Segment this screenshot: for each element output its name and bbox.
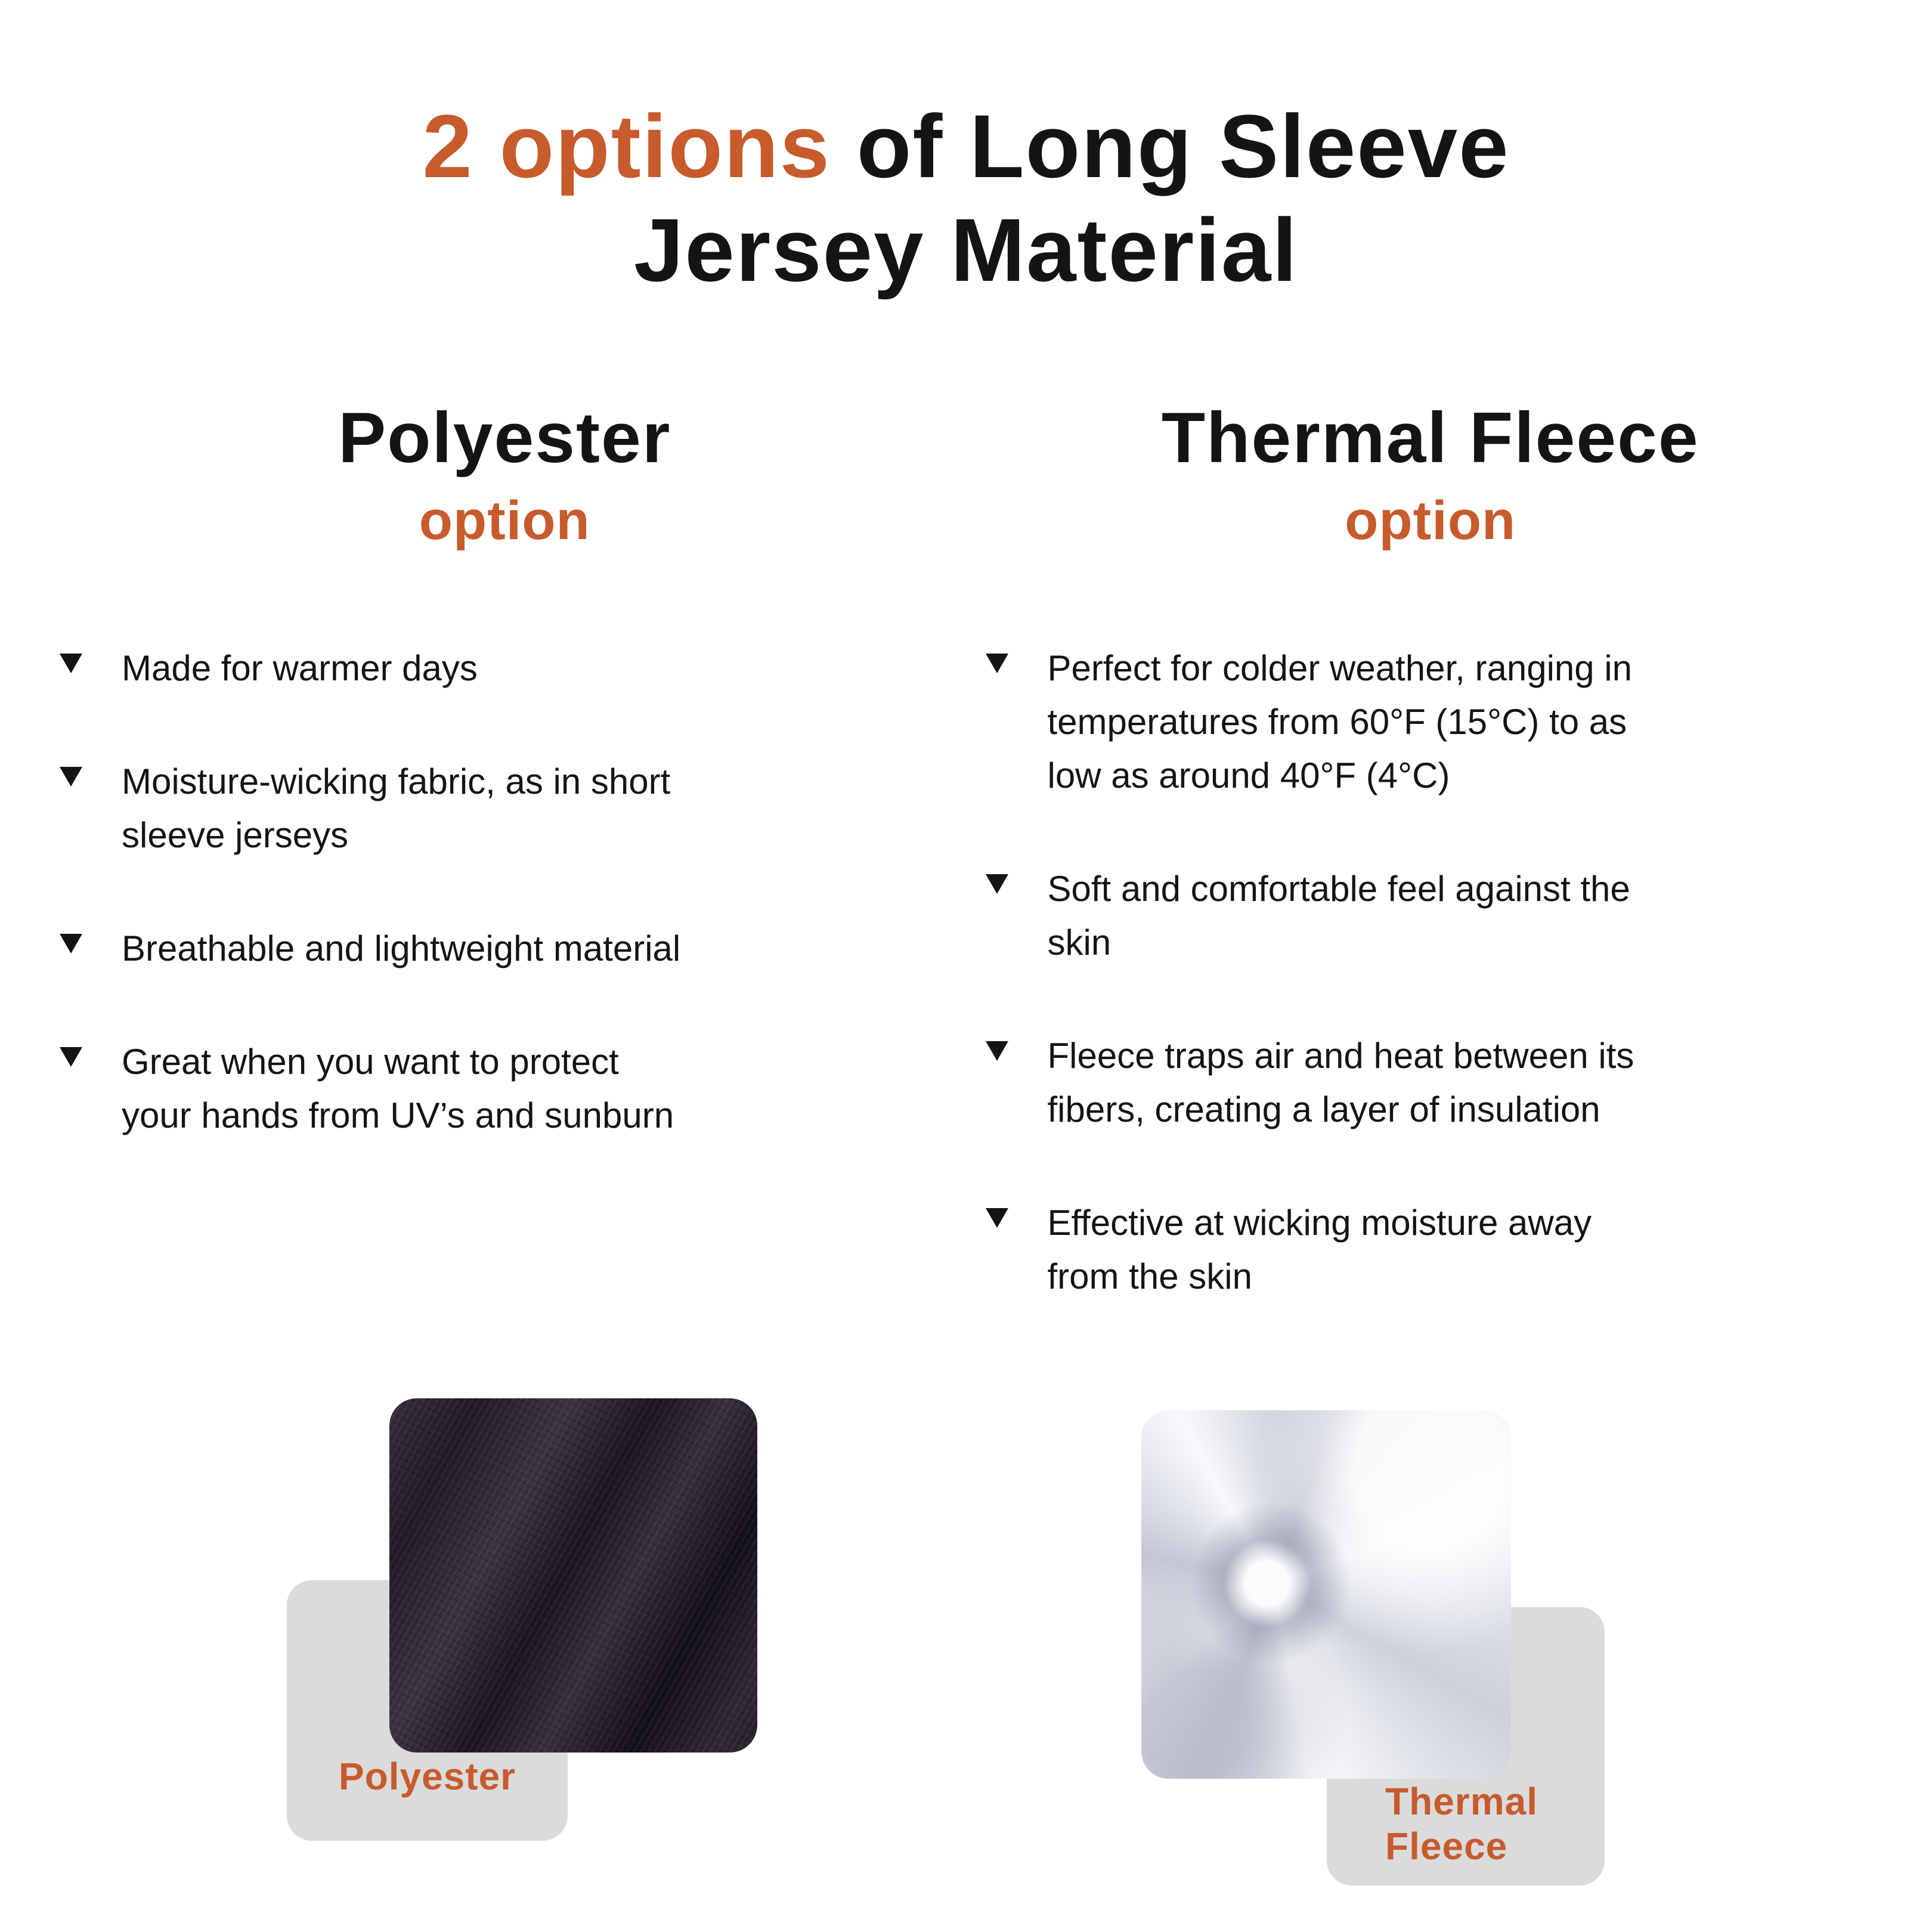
polyester-fabric-image (389, 1398, 757, 1753)
polyester-caption: Polyester (338, 1755, 516, 1798)
triangle-bullet-icon (986, 874, 1008, 894)
polyester-heading: Polyester (338, 398, 671, 478)
triangle-bullet-icon (60, 1047, 82, 1067)
bullet-item (60, 922, 950, 976)
triangle-bullet-icon (986, 1041, 1008, 1061)
bullet-item (60, 755, 950, 862)
thermal-fleece-caption-line-2: Fleece (1385, 1825, 1508, 1868)
title-highlight: 2 options (422, 96, 831, 196)
bullet-text: Breathable and lightweight material (122, 928, 681, 969)
triangle-bullet-icon (60, 767, 82, 787)
bullet-item (60, 1035, 950, 1143)
thermal-fleece-option-label: option (1345, 490, 1516, 551)
comparison-columns (60, 395, 1875, 1363)
triangle-bullet-icon (986, 654, 1008, 673)
triangle-bullet-icon (60, 934, 82, 953)
bullet-text: Made for warmer days (122, 648, 478, 689)
title-line-1 (0, 94, 1932, 198)
bullet-text: Perfect for colder weather, ranging in temperatures from 60°F (15°C) to as low as around 40°F (4°C) (1047, 648, 1633, 796)
thermal-fleece-heading: Thermal Fleece (1161, 398, 1699, 478)
thermal-fleece-caption-line-1: Thermal (1385, 1780, 1538, 1823)
page-title (0, 94, 1932, 302)
triangle-bullet-icon (60, 654, 82, 673)
bullet-item (986, 1029, 1876, 1137)
bullet-item (986, 1196, 1876, 1304)
bullet-text: Fleece traps air and heat between its fibers, creating a layer of insulation (1047, 1036, 1634, 1130)
thermal-fleece-caption (1385, 1779, 1538, 1869)
bullet-text: Moisture-wicking fabric, as in short sleeve jerseys (122, 761, 671, 856)
bullet-item (986, 642, 1876, 803)
thermal-fleece-column (986, 395, 1876, 1363)
bullet-item (986, 862, 1876, 970)
title-line-1-rest: of Long Sleeve (831, 96, 1510, 196)
title-line-2: Jersey Material (633, 200, 1299, 300)
polyester-option-label: option (419, 490, 590, 551)
bullet-text: Great when you want to protect your hands from UV’s and sunburn (122, 1042, 674, 1136)
thermal-fleece-fabric-image (1141, 1410, 1511, 1779)
thermal-fleece-bullet-list (986, 642, 1876, 1304)
polyester-bullet-list (60, 642, 950, 1143)
triangle-bullet-icon (986, 1208, 1008, 1228)
polyester-column (60, 395, 950, 1363)
bullet-text: Soft and comfortable feel against the skin (1047, 869, 1630, 963)
bullet-text: Effective at wicking moisture away from the skin (1047, 1203, 1592, 1297)
bullet-item (60, 642, 950, 695)
